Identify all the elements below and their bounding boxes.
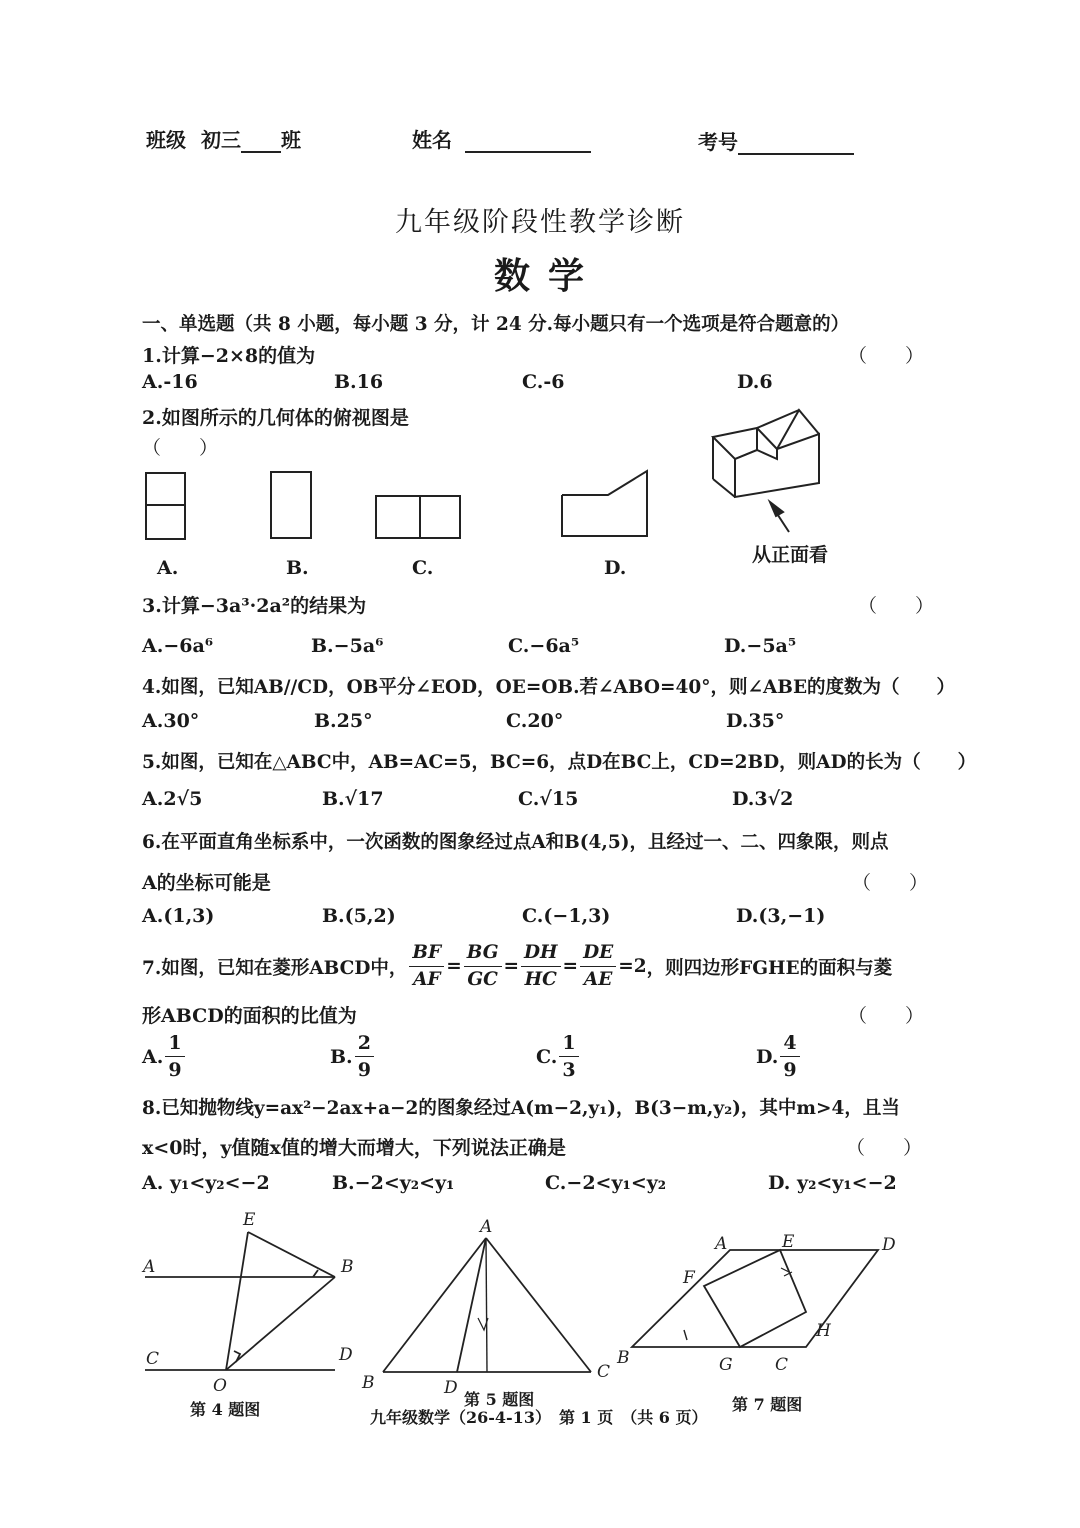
q8-option-a[interactable]: A. y₁<y₂<−2 xyxy=(142,1172,270,1194)
q6-option-a[interactable]: A.(1,3) xyxy=(142,905,215,927)
q8-option-c[interactable]: C.−2<y₁<y₂ xyxy=(545,1172,667,1194)
name-label: 姓名 xyxy=(412,128,452,152)
q4-stem: 4.如图，已知AB//CD，OB平分∠EOD，OE=OB.若∠ABO=40°，则∠ABE的度数为（ ） xyxy=(142,677,956,698)
q6-option-b[interactable]: B.(5,2) xyxy=(322,905,396,927)
figure-7 xyxy=(632,1250,878,1347)
q7-stem-line2: 形ABCD的面积的比值为 xyxy=(142,1005,357,1027)
q3-option-d[interactable]: D.−5a⁵ xyxy=(724,635,797,657)
fig4-label-b: B xyxy=(341,1257,354,1277)
q6-stem-line2: A的坐标可能是 xyxy=(142,872,271,894)
q2-option-c[interactable]: C. xyxy=(412,557,434,579)
id-label: 考号 xyxy=(698,130,738,154)
q1-stem: 1.计算−2×8的值为 xyxy=(142,345,316,367)
subject-title: 数学 xyxy=(494,255,603,297)
fig7-label-h: H xyxy=(816,1321,831,1341)
q3-option-c[interactable]: C.−6a⁵ xyxy=(508,635,580,657)
exam-title: 九年级阶段性教学诊断 xyxy=(395,207,685,238)
q7-stem-line1: 7.如图，已知在菱形ABCD中， $\frac{BF}{AF}$ = $\frac{BG}{GC}$ = $\frac{DH}{HC}$ = $\frac{DE}{AE}$ =2 ，则四边形FGHE的面积与菱 xyxy=(142,940,892,993)
fig4-label-e: E xyxy=(243,1210,256,1230)
q8-option-d[interactable]: D. y₂<y₁<−2 xyxy=(768,1172,897,1194)
q8-stem-line1: 8.已知抛物线y=ax²−2ax+a−2的图象经过A(m−2,y₁)，B(3−m,y₂)，其中m>4，且当 xyxy=(142,1098,900,1119)
q5-option-d[interactable]: D.3√2 xyxy=(732,788,794,810)
fig7-label-f: F xyxy=(683,1268,695,1288)
q4-option-c[interactable]: C.20° xyxy=(506,710,564,732)
q2-view-label: 从正面看 xyxy=(752,544,829,566)
fig4-label-d: D xyxy=(339,1345,353,1365)
q7-option-d[interactable]: D. $\frac{4}{9}$ xyxy=(756,1030,802,1083)
q6-option-c[interactable]: C.(−1,3) xyxy=(522,905,611,927)
q2-stem: 2.如图所示的几何体的俯视图是 xyxy=(142,407,409,429)
q1-answer-paren[interactable]: （ ） xyxy=(848,345,925,367)
q6-answer-paren[interactable]: （ ） xyxy=(852,872,929,894)
fig5-label-a: A xyxy=(480,1217,493,1237)
q1-option-c[interactable]: C.-6 xyxy=(522,371,565,393)
fig5-caption: 第 5 题图 xyxy=(464,1390,535,1409)
class-label: 班级 xyxy=(146,128,186,152)
q7-answer-paren[interactable]: （ ） xyxy=(848,1005,925,1027)
fig4-label-c: C xyxy=(146,1349,160,1369)
q6-stem-line1: 6.在平面直角坐标系中，一次函数的图象经过点A和B(4,5)，且经过一、二、四象限，则点 xyxy=(142,832,889,853)
q8-option-b[interactable]: B.−2<y₂<y₁ xyxy=(332,1172,455,1194)
q6-option-d[interactable]: D.(3,−1) xyxy=(736,905,826,927)
q4-option-b[interactable]: B.25° xyxy=(314,710,373,732)
q7-option-a[interactable]: A. $\frac{1}{9}$ xyxy=(142,1030,187,1083)
class-suffix: 班 xyxy=(280,128,301,152)
class-value: 初三 xyxy=(200,128,241,152)
q7-fraction-4: $\frac{DE}{AE}$ xyxy=(580,940,616,993)
q3-answer-paren[interactable]: （ ） xyxy=(858,595,935,617)
q7-fraction-2: $\frac{BG}{GC}$ xyxy=(464,940,502,993)
fig5-label-c: C xyxy=(597,1362,611,1382)
q7-option-b[interactable]: B. $\frac{2}{9}$ xyxy=(330,1030,376,1083)
figure-4 xyxy=(145,1232,335,1370)
q1-option-d[interactable]: D.6 xyxy=(737,371,773,393)
q8-answer-paren[interactable]: （ ） xyxy=(846,1137,923,1159)
figure-5 xyxy=(383,1238,591,1372)
q2-answer-paren[interactable]: （ ） xyxy=(142,437,219,459)
fig7-label-d: D xyxy=(882,1235,896,1255)
q1-option-b[interactable]: B.16 xyxy=(334,371,384,393)
page-footer: 九年级数学（26-4-13） 第 1 页 （共 6 页） xyxy=(370,1408,708,1427)
fig7-caption: 第 7 题图 xyxy=(732,1395,803,1414)
q7-stem-prefix: 7.如图，已知在菱形ABCD中， xyxy=(142,957,408,979)
q7-fraction-1: $\frac{BF}{AF}$ xyxy=(409,940,444,993)
q5-option-c[interactable]: C.√15 xyxy=(518,788,579,810)
q7-equals-value: =2 xyxy=(618,956,647,977)
q7-fraction-3: $\frac{DH}{HC}$ xyxy=(521,940,561,993)
q7-stem-suffix: ，则四边形FGHE的面积与菱 xyxy=(646,957,893,979)
fig7-label-b: B xyxy=(617,1348,630,1368)
fig4-caption: 第 4 题图 xyxy=(190,1400,261,1419)
fig7-label-c: C xyxy=(775,1355,789,1375)
q3-stem: 3.计算−3a³·2a²的结果为 xyxy=(142,595,367,617)
q2-option-a[interactable]: A. xyxy=(157,557,179,579)
q5-stem: 5.如图，已知在△ABC中，AB=AC=5，BC=6，点D在BC上，CD=2BD，则AD的长为（ ） xyxy=(142,752,977,773)
q2-option-b[interactable]: B. xyxy=(286,557,309,579)
q2-option-d[interactable]: D. xyxy=(604,557,627,579)
fig7-label-g: G xyxy=(719,1355,733,1375)
fig4-label-a: A xyxy=(143,1257,156,1277)
q4-option-a[interactable]: A.30° xyxy=(142,710,200,732)
fig4-label-o: O xyxy=(213,1376,227,1396)
q4-option-d[interactable]: D.35° xyxy=(726,710,785,732)
fig7-label-e: E xyxy=(782,1232,795,1252)
q7-option-c[interactable]: C. $\frac{1}{3}$ xyxy=(536,1030,581,1083)
section-heading: 一、单选题（共 8 小题，每小题 3 分，计 24 分.每小题只有一个选项是符合题意的） xyxy=(142,314,850,335)
fig7-label-a: A xyxy=(715,1234,728,1254)
q3-option-b[interactable]: B.−5a⁶ xyxy=(311,635,384,657)
q5-option-b[interactable]: B.√17 xyxy=(322,788,384,810)
fig5-label-b: B xyxy=(362,1373,375,1393)
fig5-label-d: D xyxy=(444,1378,458,1398)
q8-stem-line2: x<0时，y值随x值的增大而增大，下列说法正确是 xyxy=(142,1137,566,1159)
q1-option-a[interactable]: A.-16 xyxy=(142,371,198,393)
q5-option-a[interactable]: A.2√5 xyxy=(142,788,203,810)
q3-option-a[interactable]: A.−6a⁶ xyxy=(142,635,214,657)
